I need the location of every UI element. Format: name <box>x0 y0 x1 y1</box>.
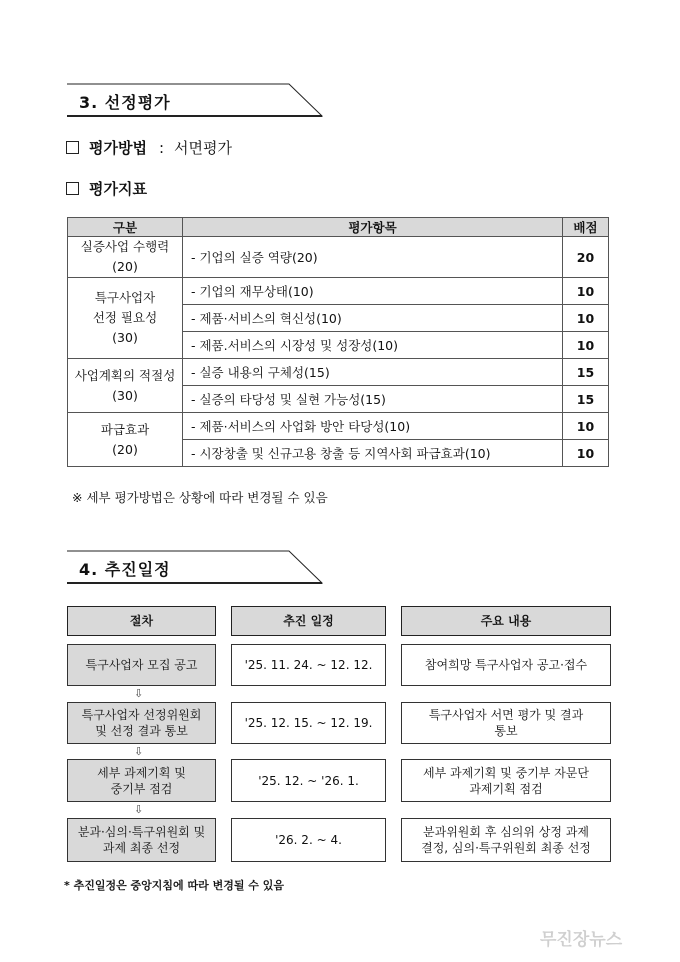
schedule-header-content: 주요 내용 <box>401 606 611 636</box>
schedule-step-box: 세부 과제기획 및 중기부 점검 <box>67 759 216 802</box>
category-points: (30) <box>112 330 138 345</box>
category-cell <box>68 413 183 467</box>
schedule-content-box: 세부 과제기획 및 중기부 자문단 과제기획 점검 <box>401 759 611 802</box>
checkbox-icon <box>66 182 79 195</box>
category-cell <box>68 359 183 413</box>
section-4-title: 4. 추진일정 <box>79 560 171 579</box>
category-points: (20) <box>112 441 138 457</box>
item-cell: - 제품.서비스의 시장성 및 성장성(10) <box>183 332 563 359</box>
down-arrow-icon: ⇩ <box>134 745 144 758</box>
score-cell: 15 <box>563 386 609 413</box>
evaluation-table <box>67 217 609 467</box>
item-cell: - 시장창출 및 신규고용 창출 등 지역사회 파급효과(10) <box>183 440 563 467</box>
category-cell <box>68 237 183 278</box>
header-category: 구분 <box>68 218 183 237</box>
section-4-header <box>67 549 322 597</box>
evaluation-method-label: 평가방법 <box>89 139 147 157</box>
item-cell: - 실증의 타당성 및 실현 가능성(15) <box>183 386 563 413</box>
watermark-logo: 무진장뉴스 <box>540 930 623 950</box>
score-cell: 10 <box>563 305 609 332</box>
section-3-header <box>67 82 322 130</box>
schedule-header-step: 절차 <box>67 606 216 636</box>
schedule-header-date: 추진 일정 <box>231 606 386 636</box>
down-arrow-icon: ⇩ <box>134 803 144 816</box>
item-cell: - 기업의 재무상태(10) <box>183 278 563 305</box>
schedule-date-box: '25. 12. 15. ~ 12. 19. <box>231 702 386 744</box>
score-cell: 10 <box>563 332 609 359</box>
schedule-step-box: 특구사업자 선정위원회 및 선정 결과 통보 <box>67 702 216 744</box>
item-cell: - 실증 내용의 구체성(15) <box>183 359 563 386</box>
item-cell: - 기업의 실증 역량(20) <box>183 237 563 278</box>
colon: : <box>158 138 165 157</box>
category-name: 특구사업자 선정 필요성 <box>92 290 158 325</box>
score-cell: 15 <box>563 359 609 386</box>
schedule-content-box: 특구사업자 서면 평가 및 결과 통보 <box>401 702 611 744</box>
schedule-step-box: 특구사업자 모집 공고 <box>67 644 216 686</box>
evaluation-indicators-line <box>66 178 147 199</box>
checkbox-icon <box>66 141 79 154</box>
table-row <box>68 359 609 386</box>
schedule-date-box: '25. 12. ~ '26. 1. <box>231 759 386 802</box>
item-cell: - 제품·서비스의 사업화 방안 타당성(10) <box>183 413 563 440</box>
category-name: 실증사업 수행력 <box>80 239 170 254</box>
score-cell: 10 <box>563 413 609 440</box>
schedule-step-box: 분과·심의·특구위원회 및 과제 최종 선정 <box>67 818 216 862</box>
category-name: 사업계획의 적절성 <box>74 367 176 383</box>
header-item: 평가항목 <box>183 218 563 237</box>
table-header-row <box>68 218 609 237</box>
table-row <box>68 237 609 278</box>
table-row <box>68 413 609 440</box>
score-cell: 10 <box>563 278 609 305</box>
schedule-date-box: '25. 11. 24. ~ 12. 12. <box>231 644 386 686</box>
evaluation-indicators-label: 평가지표 <box>89 180 147 198</box>
schedule-content-box: 분과위원회 후 심의위 상정 과제 결정, 심의·특구위원회 최종 선정 <box>401 818 611 862</box>
schedule-date-box: '26. 2. ~ 4. <box>231 818 386 862</box>
score-cell: 10 <box>563 440 609 467</box>
evaluation-method-value: 서면평가 <box>174 139 232 157</box>
item-cell: - 제품·서비스의 혁신성(10) <box>183 305 563 332</box>
table-row <box>68 278 609 305</box>
category-name: 파급효과 <box>100 421 150 437</box>
score-cell: 20 <box>563 237 609 278</box>
evaluation-method-line <box>66 137 232 158</box>
category-points: (30) <box>112 387 138 403</box>
evaluation-note: ※ 세부 평가방법은 상황에 따라 변경될 수 있음 <box>72 490 328 505</box>
schedule-footnote: * 추진일정은 중앙지침에 따라 변경될 수 있음 <box>64 879 284 892</box>
down-arrow-icon: ⇩ <box>134 687 144 700</box>
schedule-content-box: 참여희망 특구사업자 공고·접수 <box>401 644 611 686</box>
header-score: 배점 <box>563 218 609 237</box>
category-points: (20) <box>112 259 138 274</box>
category-cell <box>68 278 183 359</box>
section-3-title: 3. 선정평가 <box>79 93 171 112</box>
